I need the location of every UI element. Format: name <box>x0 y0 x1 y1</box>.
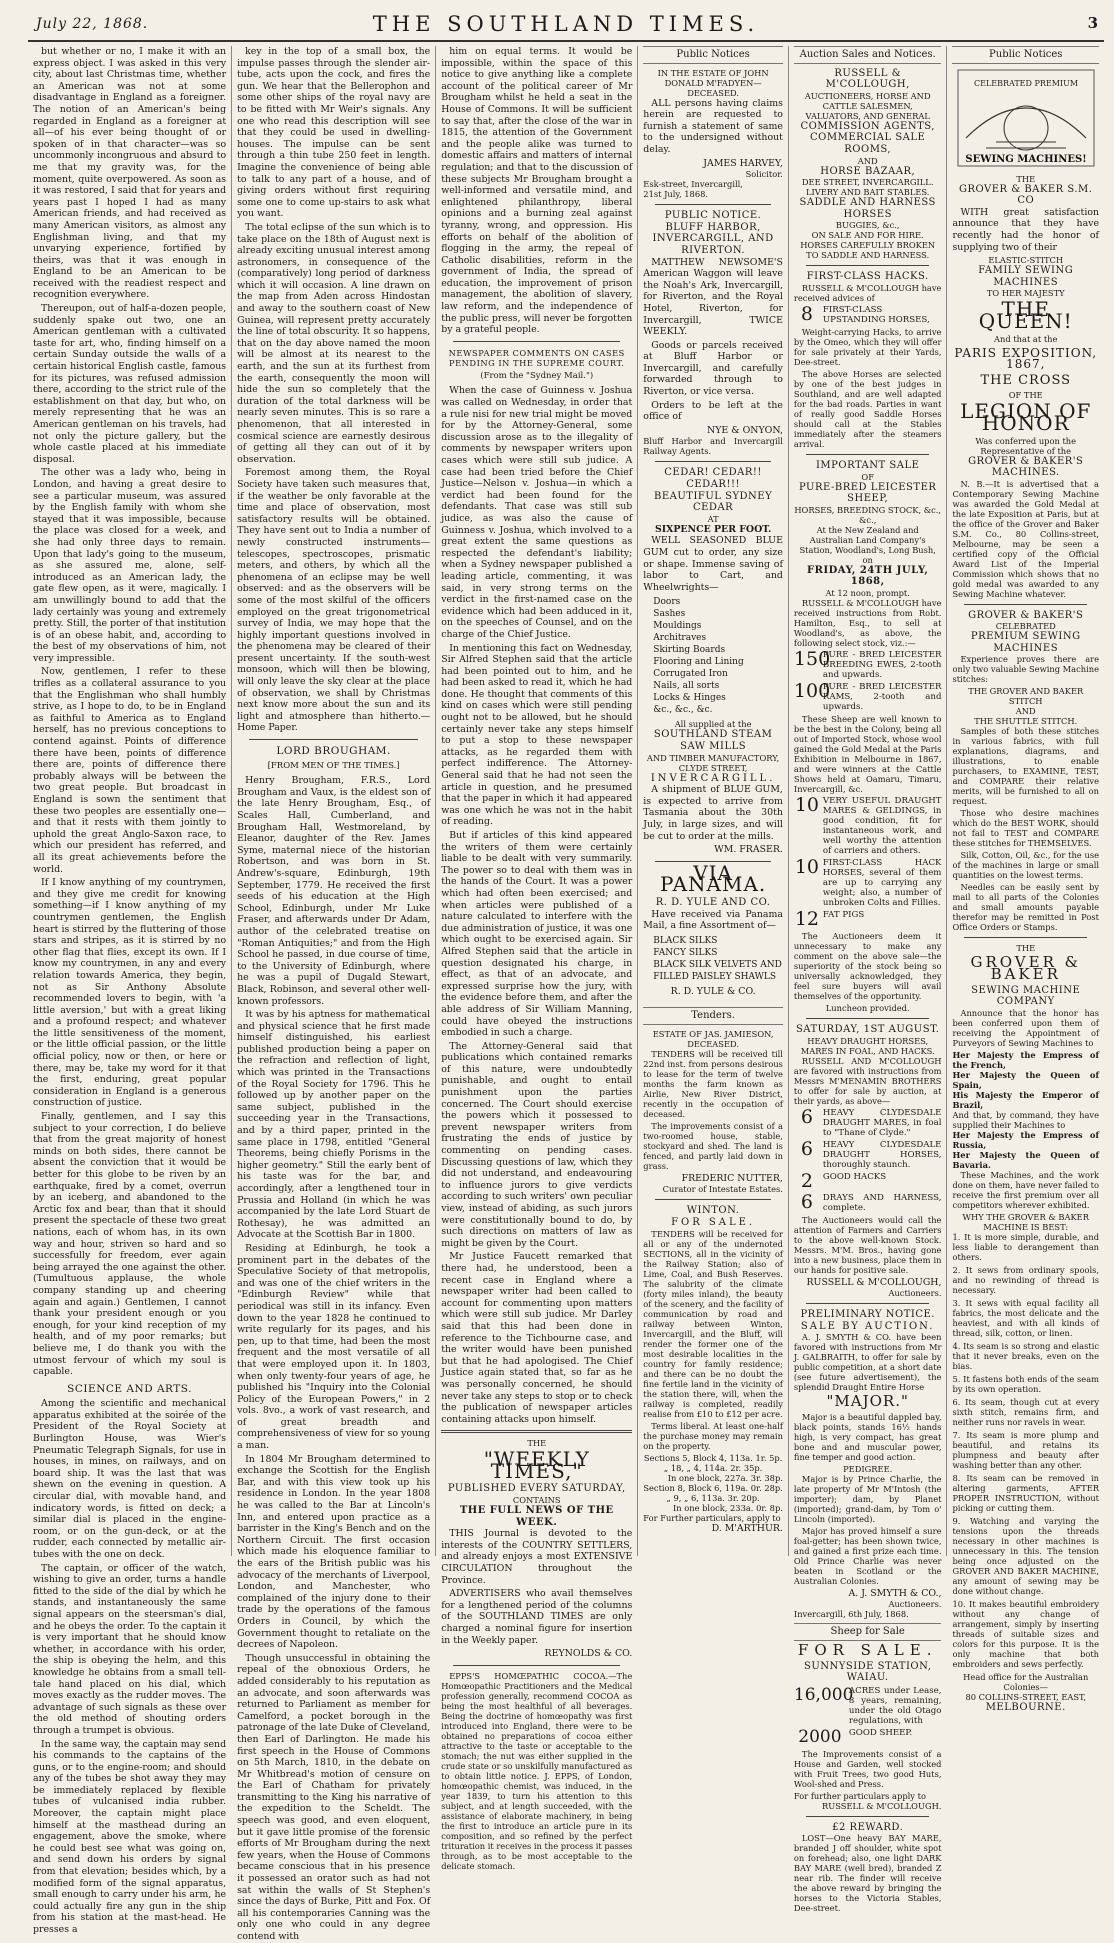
weekly-times-title: "WEEKLY TIMES," <box>483 1447 590 1483</box>
celebrated-label: CELEBRATED <box>995 621 1056 632</box>
pedigree-body: Major is by Prince Charlie, the late property of Mr M'Intosh (the importer); dam, by Planet (imported); grand-dam, by Tom o' Lincoln (imported). <box>793 1473 942 1524</box>
list-item: &c., &c., &c. <box>653 705 713 716</box>
samples: Samples of both these stitches in various fabrics, with full explanations, diagrams, and illustrations, to enable purchasers, to EXAMINE, TEST, and COMPARE their relative merits, will be furnished to all on request. <box>952 726 1100 807</box>
elastic-stitch: ELASTIC-STITCH <box>988 255 1064 266</box>
lot-entry <box>794 1190 942 1213</box>
article-paragraph: Finally, gentlemen, and I say this subject to your correction, I do believe that from the great majority of honest minds on both sides, there cannot be absent the conviction that it would be better for this globe to be riven by an earthquake, fired by a comet, overrun by an iceberg, and abandoned to the Arctic fox and bear, than that it should present the spectacle of these two great nations, each of whom has, in its own way and hour, striven so hard and so successfully for freedom, ever again being arrayed the one against the other. (Tumultuous applause, the whole company standing up and cheering again and again.) Gentlemen, I cannot thank your president enough or you enough, for your kind reception of my health, and of my poor remarks; but believe me, I do thank you with the utmost fervour of which my soul is capable. <box>33 1111 227 1378</box>
royal-line: Her Majesty the Empress of Russia, <box>952 1129 1100 1150</box>
cedar-price: SIXPENCE PER FOOT. <box>654 523 772 535</box>
legion-of-honor: LEGION OF HONOR <box>960 399 1092 435</box>
buggies: BUGGIES, &c., <box>835 220 900 231</box>
column-6 <box>947 46 1104 1713</box>
newspaper-comments-heading: NEWSPAPER COMMENTS ON CASES PENDING IN THE SUPREME COURT. <box>448 347 625 368</box>
section-line: „ 18, „ 4, 114a. 2r. 35p. <box>663 1462 763 1473</box>
article-paragraph: In the same way, the captain may send his commands to the captains of the guns, or to the engine-room; and should any of the tubes be shot away they may be immediately replaced by flexible tubes of vulcanised india rubber. Moreover, the captain might place himself at the masthead during an engagement, above the smoke, where he could best see what was going on, and send down his orders by signal from that elevation; besides which, by a modified form of the signal apparatus, small enough to carry under his arm, he could actually fire any gun in the ship from his station at the mast-head. He presses a <box>33 1738 227 1935</box>
page-number: 3 <box>1087 14 1098 32</box>
why-heading: WHY THE GROVER & BAKER MACHINE IS BEST: <box>962 1211 1089 1232</box>
list-item: FILLED PAISLEY SHAWLS <box>653 971 777 982</box>
epps-cocoa-ad: EPPS'S HOMŒPATHIC COCOA.—The Homœopathic Practitioners and the Medical profession generally, recommend COCOA as being the most healthful of all beverages. Being the doctrine of homœopathy was first introduced into England, there were to be obtained no preparations of cocoa either attractive to the taste or acceptable to the stomach; the nut was either supplied in the crude state or so unskilfully manufactured as to obtain little notice. J. EPPS, of London, homœopathic chemist, was induced, in the year 1839, to turn his attention to this subject, and at length succeeded, with the assistance of elaborate machinery, in being the first to introduce an article pure in its composition, and so refined by the perfect trituration it receives in the process it passes through, as to be most acceptable to the delicate stomach. <box>441 1670 633 1871</box>
important-sale: IMPORTANT SALE <box>815 459 920 471</box>
estate-role: Solicitor. <box>745 169 783 180</box>
sale-date: FRIDAY, 24TH JULY, 1868, <box>807 564 929 588</box>
divider <box>441 1430 632 1433</box>
office-address: 80 COLLINS-STREET, EAST, <box>965 1691 1087 1702</box>
royal-line: Her Majesty the Empress of the French, <box>952 1049 1100 1070</box>
divider <box>655 461 771 462</box>
lot-description: ACRES under Lease, 8 years, remaining, under the old Otago regulations, with <box>848 1685 942 1726</box>
divider <box>249 739 418 740</box>
luncheon: Luncheon provided. <box>825 1002 910 1013</box>
pedigree-body: Major has proved himself a sure foal-getter; has been shown twice, and gained a first prize each time. Old Prince Charlie was never beaten in Scotland or the Australian Colonies. <box>793 1525 942 1586</box>
heavy-close: The Auctioneers would call the attention of Farmers and Carriers to the above well-known Stock. Messrs. M'M. Bros., having gone into a new business, place them in our hands for positive sale. <box>793 1214 942 1275</box>
winton-signature: D. M'ARTHUR. <box>711 1522 783 1534</box>
list-item: 10. It makes beautiful embroidery without any change of arrangement, simply by inserting threads of suitable sizes and colors for this purpose. It is the only machine that both embroiders and sews perfectly. <box>952 1598 1100 1669</box>
lot-entry <box>794 855 942 908</box>
estate-title: IN THE ESTATE OF JOHN DONALD M'FADYEN—DECEASED. <box>657 67 769 98</box>
lot-number: 16,000 <box>793 1684 854 1705</box>
lot-description: GOOD SHEEP. <box>848 1727 913 1738</box>
divider <box>453 1665 620 1666</box>
section-line: Section 8, Block 6, 119a. 0r. 28p. <box>643 1482 783 1493</box>
section-line: „ 9, „ 6, 113a. 3r. 20p. <box>666 1492 760 1503</box>
sunnyside-signature: RUSSELL & M'COLLOUGH. <box>822 1800 942 1811</box>
lot-number: 150 <box>793 647 831 670</box>
winton-terms: Terms liberal. At least one-half the purchase money may remain on the property. <box>643 1420 783 1451</box>
estate-body: ALL persons having claims herein are requested to furnish a statement of same to the undersigned without delay. <box>643 97 783 155</box>
divider <box>655 1199 771 1200</box>
and-at-the: And that at the <box>994 333 1058 344</box>
list-item: Architraves <box>653 633 707 644</box>
article-paragraph: But if articles of this kind appeared the writers of them were certainly liable to be dealt with very summarily. The power so to deal with them was in the hands of the Court. It was a power which had often been exercised; and when articles were published of a nature calculated to interfere with the due administration of justice, it was one which ought to be exercised again. Sir Alfred Stephen said that the article in question designated his charge, in effect, as that of an advocate, and expressed surprise how the jury, with the evidence before them, and after the able address of Sir William Manning, could have obeyed the instructions embodied in such a charge. <box>441 830 633 1039</box>
list-item: Nails, all sorts <box>653 681 720 692</box>
auctioneers-role: Auctioneers. <box>888 1288 942 1299</box>
bluff-body: Orders to be left at the office of <box>643 399 783 423</box>
royal-line: Her Majesty the Queen of Bavaria. <box>952 1149 1100 1170</box>
winton-heading: WINTON. <box>686 1205 740 1217</box>
weekly-signature: REYNOLDS & CO. <box>544 1648 633 1660</box>
list-item: 2. It sews from ordinary spools, and no rewinding of thread is necessary. <box>952 1264 1100 1295</box>
list-item: Flooring and Lining <box>653 657 744 668</box>
sunnyside-body: The Improvements consist of a House and Garden, well stocked with Fruit Trees, two good Huts, Wool-shed and Press. <box>793 1748 942 1789</box>
lot-entry <box>794 1169 942 1192</box>
lot-number: 100 <box>793 679 831 702</box>
stitch-one: THE GROVER AND BAKER STITCH <box>968 686 1084 707</box>
list-item: 1. It is more simple, durable, and less liable to derangement than others. <box>952 1231 1100 1262</box>
list-item: 5. It fastens both ends of the seam by its own operation. <box>952 1373 1100 1394</box>
list-item: 4. Its seam is so strong and elastic that it never breaks, even on the bias. <box>952 1340 1100 1371</box>
sale-time: At 12 noon, prompt. <box>825 587 910 598</box>
lot-number: 8 <box>800 302 813 325</box>
article-paragraph: It was by his aptness for mathematical and physical science that he first made himself distinguished, his earliest published production being a paper on the refraction and reflection of light, which was printed in the Transactions of the Royal Society for 1796. This he followed up by another paper on the same subject, published in the succeeding year in the Transactions, and by a third paper, printed in the same place in 1798, entitled "General Theorems, being chiefly Porisms in the higher geometry." Still the early bent of his taste was for the bar, and accordingly, after a lengthened tour in Prussia and Holland (in which he was accompanied by the late Lord Stuart de Rothesay), he was admitted an Advocate at the Scottish Bar in 1800. <box>237 1009 431 1241</box>
bluegum-body: A shipment of BLUE GUM, is expected to arrive from Tasmania about the 30th July, in large sizes, and will be cut to order at the mills. <box>643 784 783 842</box>
livery-stables: LIVERY AND BAIT STABLES. <box>805 187 930 198</box>
lot-number: 2 <box>800 1169 813 1192</box>
lot-description: GOOD HACKS <box>822 1171 887 1182</box>
issue-date: July 22, 1868. <box>36 16 149 32</box>
public-notices-header: Public Notices <box>643 46 783 64</box>
bluff-agents: Bluff Harbor and Invercargill Railway Agents. <box>643 436 783 457</box>
lot-entry <box>794 1137 942 1170</box>
auctioneers-line: AUCTIONEERS, HORSE AND CATTLE SALESMEN, VALUATORS, AND GENERAL <box>804 90 931 121</box>
public-notices-header: Public Notices <box>952 46 1099 64</box>
lot-description: FIRST-CLASS UPSTANDING HORSES, <box>822 304 930 325</box>
grover-machines: GROVER & BAKER'S MACHINES. <box>968 455 1084 479</box>
estate-date: 21st July, 1868. <box>643 189 709 200</box>
smyth-role: Auctioneers. <box>888 1599 942 1610</box>
paris-exposition: PARIS EXPOSITION, 1867, <box>954 345 1098 372</box>
science-heading: SCIENCE AND ARTS. <box>67 1382 192 1395</box>
cedar-at: AT <box>707 513 719 524</box>
saddle-horses: SADDLE AND HARNESS HORSES <box>799 197 936 220</box>
lot-number: 10 <box>794 793 820 816</box>
lot-description: PURE - BRED LEICESTER BREEDING EWES, 2-tooth and upwards. <box>822 649 942 680</box>
pedigree-heading: PEDIGREE. <box>843 1463 893 1474</box>
jamieson-body: TENDERS will be received till 22nd inst. from persons desirous to lease for the term of twelve months the farm known as Airlie, New River District, recently in the occupation of deceased. <box>643 1048 783 1119</box>
article-paragraph: Though unsuccessful in obtaining the repeal of the obnoxious Orders, he added considerably to his reputation as an advocate, and soon afterwards was returned to Parliament as member for Camelford, a pocket borough in the patronage of the late Duke of Cleveland, then Earl of Darlington. He made his first speech in the House of Commons on 5th March, 1810, in the debate on Mr Whitbread's motion of censure on the Earl of Chatham for privately transmitting to the King his narrative of the expedition to the Scheldt. The speech was good, and even eloquent, but it gave little promise of the forensic efforts of Mr Brougham during the next few years, when the House of Commons became conscious that in his presence it possessed an orator such as had not sat within the walls of St Stephen's since the days of Burke, Pitt and Fox. Of all his contemporaries Canning was the only one who could in any degree contend with <box>237 1652 431 1942</box>
sunnyside-further: For further particulars apply to <box>793 1790 926 1801</box>
of-label: OF <box>861 471 874 482</box>
heavy-heading: HEAVY DRAUGHT HORSES, MARES IN FOAL, AND HACKS. <box>800 1035 935 1056</box>
via-panama-heading: VIA PANAMA. <box>659 860 767 897</box>
weekly-full-news: THE FULL NEWS OF THE WEEK. <box>459 1505 614 1528</box>
list-item: Doors <box>653 597 681 608</box>
divider <box>806 265 930 266</box>
emblem-top-text: CELEBRATED PREMIUM <box>973 78 1078 88</box>
columns <box>28 46 1104 1942</box>
saw-mills: SOUTHLAND STEAM SAW MILLS <box>653 729 773 752</box>
dee-street: DEE STREET, INVERCARGILL. <box>801 177 934 188</box>
station-location: At the New Zealand and Australian Land Company's Station, Woodland's, Long Bush, on <box>799 524 936 565</box>
lot-number: 10 <box>794 855 820 878</box>
lot-description: VERY USEFUL DRAUGHT MARES & GELDINGS, in good condition, fit for instantaneous work, and well worthy the attention of carriers and others. <box>822 795 942 856</box>
column-4 <box>638 46 789 1556</box>
list-item: Locks & Hinges <box>653 693 726 704</box>
bluff-body: Goods or parcels received at Bluff Harbor or Invercargill, and carefully forwarded through to Riverton, or vice versa. <box>643 339 783 398</box>
article-paragraph: Residing at Edinburgh, he took a prominent part in the debates of the Speculative Society of that metropolis, and was one of the chief writers in the "Edinburgh Review" while that periodical was still in its infancy. Even down to the year 1828 he continued to write regularly for its pages, and his pen, up to that time, had been the most frequent and the most versatile of all that were employed upon it. In 1803, when only twenty-four years of age, he published his "Inquiry into the Colonial Policy of the European Powers," in 2 vols. 8vo., a work of vast research, and of great breadth and comprehensiveness of view for so young a man. <box>237 1242 431 1452</box>
lot-entry <box>794 907 942 930</box>
list-item: Skirting Boards <box>653 645 726 656</box>
company-sub: SEWING MACHINE COMPANY <box>971 984 1081 1008</box>
lot-number: 6 <box>800 1190 813 1213</box>
hacks-body: Weight-carrying Hacks, to arrive by the Omeo, which they will offer for sale privately at their Yards, Dee-street. <box>793 326 942 367</box>
article-paragraph: Mr Justice Faucett remarked that there had, he understood, been a recent case in England where a newspaper writer had been called to account for commenting upon matters which were still sub judice. Mr Darley said that this had been done in reference to the Tichbourne case, and the writer would have been punished but that he had apologised. The Chief Justice again stated that, so far as he was personally concerned, he should never take any steps to stop or to check the publication of newspaper articles containing attacks upon himself. <box>441 1251 633 1425</box>
stitch-two: THE SHUTTLE STITCH. <box>974 716 1078 727</box>
jamieson-role: Curator of Intestate Estates. <box>662 1184 783 1195</box>
lot-description: HEAVY CLYDESDALE DRAUGHT HORSES, thoroughly staunch. <box>822 1139 942 1170</box>
article-paragraph: The other was a lady who, being in London, and having a great desire to see a particular museum, was assured by the English family with whom she stayed that it was impossible, because the place was closed for a week, and she had only three days to remain. Upon that lady's going to the museum, as she assured me, alone, self-introduced as an American lady, the gate flew open, as it were, magically. I am unwillingly bound to add that the lady certainly was young and extremely pretty. Still, the porter of that institution is of an obese habit, and, according to the best of my observations of him, not very impressible. <box>33 467 227 664</box>
section-line: Sections 5, Block 4, 113a. 1r. 5p. <box>643 1452 783 1463</box>
and-label: AND <box>1015 706 1036 717</box>
sheep-body: These Sheep are well known to be the best in the Colony, being all out of Imported Stock, whose wool gained the Gold Medal at the Paris Exhibition in Melbourne in 1867, and were winners at the Cattle Shows held at Oamaru, Timaru, Invercargill, &c. <box>793 713 942 794</box>
section-line: In one block, 233a. 0r. 8p. <box>672 1502 783 1513</box>
column-2 <box>232 46 436 1942</box>
hacks-heading: FIRST-CLASS HACKS. <box>806 271 929 283</box>
office-city: MELBOURNE. <box>985 1701 1066 1713</box>
lot-entry <box>794 1105 942 1138</box>
cedar-items <box>653 596 783 716</box>
list-item: 8. Its seam can be removed in altering garments, AFTER PROPER INSTRUCTION, without picking or cutting them. <box>952 1472 1100 1513</box>
horses-stock: HORSES, BREEDING STOCK, &c., &c., <box>794 504 942 525</box>
estate-address: Esk-street, Invercargill, <box>643 179 743 190</box>
sewing-machines-emblem-icon <box>956 68 1096 168</box>
of-the: OF THE <box>1008 390 1043 401</box>
column-5 <box>789 46 948 1914</box>
weekly-body: ADVERTISERS who avail themselves for a lengthened period of the columns of the SOUTHLAND TIMES are only charged a nominal figure for insertion in the Weekly paper. <box>441 1588 633 1646</box>
lot-number: 6 <box>800 1137 813 1160</box>
article-paragraph: Foremost among them, the Royal Society have taken such measures that, if the weather be only favorable at the time and place of observation, most satisfactory results will be obtained. They have sent out to India a number of newly constructed instruments—telescopes, spectroscopes, prismatic meters, and others, by which all the phenomena of an eclipse may be well observed: and as the observers will be some of the most skilful of the officers employed on the great trigonometrical survey of India, we may hope that the highly important questions involved in the phenomena may be cleared of their present uncertainty. If the south-west monsoon, which will then be blowing, will only leave the sky clear at the place of observation, we shall by Christmas next know more about the sun and its light and atmosphere than hitherto.—Home Paper. <box>237 467 431 734</box>
preliminary-notice: PRELIMINARY NOTICE. <box>800 1309 935 1321</box>
article-paragraph: In mentioning this fact on Wednesday, Sir Alfred Stephen said that the article had been pointed out to him, and he had been asked to read it, which he had done. He thought that comments of this kind on cases which were still pending ought not to be allowed, but he should certainly never take any steps himself to put a stop to these newspaper attacks, as he regarded them with perfect indifference. The Attorney-General said that he had not seen the article in question, and he presumed that the paper in which it had appeared was one which he was not in the habit of reading. <box>441 642 633 828</box>
divider <box>655 204 771 205</box>
article-paragraph: The captain, or officer of the watch, wishing to give an order, turns a handle fitted to the side of the dial by which he stands, and instantaneously the same signal appears on the steersman's dial, and he obeys the order. To the captain it is very important that he should know whether, in accordance with his order, the ship is obeying the helm, and this knowledge he obtains from a small tell-tale hand placed on his dial, which moves exactly as the rudder moves. The advantage of such signals as these over the old method of shouting orders through a trumpet is obvious. <box>33 1562 227 1736</box>
jamieson-signature: FREDERIC NUTTER, <box>681 1172 783 1184</box>
cedar-title: BEAUTIFUL SYDNEY CEDAR <box>653 490 773 514</box>
divider <box>806 1816 930 1817</box>
article-paragraph: If I know anything of my countrymen, and they give me credit for knowing something—if I know anything of my countrymen gentlemen, the English heart is stirred by the fluttering of those stars and stripes, as it is stirred by no other flag that flies, except its own. If I know my countrymen, in any and every relation towards America, they begin, not as Sir Anthony Absolute recommended lovers to begin, with 'a little aversion,' but with a great liking and a profound respect; and whatever the little sensitiveness of the moment, or the little official passion, or the little official policy, now or then, or here or there, may be, take my word for it that the first, enduring, great popular consideration in England is a generous construction of justice. <box>33 877 227 1109</box>
clyde-street: CLYDE STREET, <box>678 762 748 773</box>
article-paragraph: Among the scientific and mechanical apparatus exhibited at the soirée of the President of the Royal Society at Burlington House, was Wier's Pneumatic Telegraph Signals, for use in houses, in mines, on railways, and on board ship. It was the last that was shewn on the evening in question. A circular dial, with movable hand, and indicatory words, is fitted on deck; a similar dial is placed in the engine-room, or on the gun-deck, or at the rudder, each connected by metallic air-tubes with the one on deck. <box>33 1398 227 1560</box>
weekly-contains: CONTAINS <box>512 1495 561 1506</box>
the-cross: THE CROSS <box>980 372 1072 388</box>
russell-title: RUSSELL & M'COLLOUGH, <box>825 67 910 91</box>
list-item: 7. Its seam is more plump and beautiful, and retains its plumpness and beauty after washing better than any other. <box>952 1429 1100 1470</box>
head-office: Head office for the Australian Colonies— <box>963 1671 1089 1692</box>
grover-announce: WITH great satisfaction announce that they have recently had the honor of supplying two of their <box>952 206 1100 253</box>
list-item: FANCY SILKS <box>653 947 718 958</box>
company-title: GROVER & BAKER <box>970 953 1081 984</box>
reward-heading: £2 REWARD. <box>832 1821 904 1833</box>
leicester-sheep: PURE-BRED LEICESTER SHEEP, <box>798 481 937 505</box>
smyth-signature: A. J. SMYTH & CO., <box>848 1587 942 1599</box>
lot-number: 12 <box>794 907 820 930</box>
cedar-supplied: All supplied at the <box>674 719 752 730</box>
list-item: Corrugated Iron <box>653 669 728 680</box>
divider <box>806 1018 930 1019</box>
bluff-signature: NYE & ONYON, <box>707 424 783 436</box>
list-item: Sashes <box>653 609 686 620</box>
hacks-body: The above Horses are selected by one of the best judges in Southland, and are well adapted for the bad roads. Parties in want of really good Saddle Horses should call at the Stables immediately after the steamers arrival. <box>793 368 942 449</box>
the-label: THE <box>1016 943 1036 954</box>
on-sale-hire: ON SALE AND FOR HIRE. <box>811 230 924 241</box>
smyth-date: Invercargill, 6th July, 1868. <box>793 1609 909 1620</box>
weekly-body: THIS Journal is devoted to the interests of the COUNTRY SETTLERS, and already enjoys a most EXTENSIVE CIRCULATION throughout the Province. <box>441 1528 633 1586</box>
invercargill-label: INVERCARGILL. <box>650 772 776 784</box>
silk: Silk, Cotton, Oil, &c., for the use of the machines in large or small quantities on the lowest terms. <box>952 850 1100 881</box>
russell-signature: RUSSELL & M'COLLOUGH, <box>806 1276 942 1288</box>
article-paragraph: The Attorney-General said that publications which contained remarks of this nature, were undoubtedly punishable, and ought to entail punishment upon the parties concerned. The Court should exercise the powers which it possessed to prevent newspaper writers from frustrating the ends of justice by commenting on pending cases. Discussing questions of law, which they did not understand, and endeavouring to influence jurors to give verdicts according to such writers' own peculiar view, instead of abiding, as such jurors were constitutionally bound to do, by such directions on matters of law as might be given by the Court. <box>441 1040 633 1249</box>
divider <box>806 454 930 455</box>
nb-notice: N. B.—It is advertised that a Contemporary Sewing Machine was awarded the Gold Medal at the late Exposition at Paris, but at the office of the Grover and Baker S.M. Co., 80 Collins-street, Melbourne, may be seen a certified copy of the Official Award List of the Imperial Commission which shows that no gold medal was awarded to any Sewing Machine whatever. <box>952 478 1100 599</box>
commercial-sale-rooms: COMMERCIAL SALE ROOMS, <box>810 132 926 155</box>
for-sale-heading: FOR SALE. <box>797 1641 938 1660</box>
lot-entry <box>793 647 942 680</box>
winton-body: TENDERS will be received for all or any of the undernoted SECTIONS, all in the vicinity of the Railway Station; also of Lime, Coal, and Bush Reserves. The salubrity of the climate (forty miles inland), the beauty of the scenery, and the facility of communication by road and railway between Winton, Invercargill, and the Bluff, will render the former one of the most desirable localities in the country for family residence; and there can be no doubt the fine fertile land in the vicinity of the station there, will, when the railway is completed, readily realise from £10 to £12 per acre. <box>643 1228 783 1419</box>
lot-description: PURE - BRED LEICESTER RAMS, 2-tooth and upwards. <box>822 681 942 712</box>
newspaper-comments-source: (From the "Sydney Mail.") <box>480 370 594 381</box>
bluff-title: BLUFF HARBOR, INVERCARGILL, AND RIVERTON. <box>652 221 774 256</box>
lot-entry <box>794 1686 942 1726</box>
divider <box>964 604 1087 605</box>
list-item: Mouldings <box>653 621 702 632</box>
column-1 <box>28 46 232 1935</box>
article-paragraph: In 1804 Mr Brougham determined to exchange the Scottish for the English Bar, and with this view took up his residence in London. In the year 1808 he was called to the Bar at Lincoln's Inn, and entered upon practice as a barrister in the King's Bench and on the Northern Circuit. The first occasion which made his eloquence familiar to the ears of the British public was his advocacy of the merchants of Liverpool, London, and Manchester, who complained of the injury done to their trade by the operations of the famous Orders in Council, by which the Government thought to retaliate on the decrees of Napoleon. <box>237 1453 431 1651</box>
instructions-body: RUSSELL & M'COLLOUGH have received instructions from Robt. Hamilton, Esq., to sell at Woodland's, as above, the following select stock, viz.:— <box>793 597 942 648</box>
lot-description: HEAVY CLYDESDALE DRAUGHT MARES, in foal to "Thane of Clyde." <box>822 1107 942 1138</box>
masthead <box>28 10 1104 42</box>
article-paragraph: The total eclipse of the sun which is to take place on the 18th of August next is already exciting unusual interest among astronomers, in consequence of the (comparatively) long period of darkness which it will occasion. A line drawn on the map from Aden across Hindostan and away to the southern coast of New Guinea, will represent pretty accurately the line of total obscurity. It so happens, that on the day above named the moon will be almost at its nearest to the earth, and the sun at its furthest from the earth, consequently the moon will hide the sun so completely that the duration of the total darkness will be nearly seven minutes. This is so rare a phenomenon, that all interested in cosmical science are earnestly desirous of getting all they can out of it by observation. <box>237 221 431 465</box>
newspaper-title: THE SOUTHLAND TIMES. <box>372 12 760 36</box>
sheep-close: The Auctioneers deem it unnecessary to make any comment on the above sale—the superiority of the stock being so universally acknowledged, they feel sure buyers will avail themselves of the opportunity. <box>793 930 942 1001</box>
lot-entry <box>794 302 942 325</box>
announce-two: Announce that the honor has been conferred upon them of receiving the Appointment of Purveyors of Sewing Machines to <box>952 1007 1100 1048</box>
cedar-banner: CEDAR! CEDAR!! CEDAR!!! <box>664 467 762 491</box>
list-item: BLACK SILK VELVETS AND <box>653 959 782 970</box>
article-paragraph: Henry Brougham, F.R.S., Lord Brougham and Vaux, is the eldest son of the late Henry Brougham, Esq., of Scales Hall, Cumberland, and Brougham Hall, Westmoreland, by Eleanor, daughter of the Rev. James Syme, maternal niece of the historian Robertson, and was born in St. Andrew's-square, Edinburgh, 19th September, 1779. He received the first seeds of his education at the High School, Edinburgh, under Mr Luke Fraser, and afterwards under Dr Adam, author of the celebrated treatise on "Roman Antiquities;" and from the High School he passed, in due course of time, to the University of Edinburgh, where he was a pupil of Dugald Stewart, Black, Robinson, and several other well-known professors. <box>237 775 431 1007</box>
article-paragraph: but whether or no, I make it with an express object. I was asked in this very city, about last Christmas time, whether an American was not at some disadvantage in England as a foreigner. The notion of an American's being regarded in England as a foreigner at all—of his ever being thought of or spoken of in that character—was so uncommonly incongruous and absurd to me that my gravity was, for the moment, quite overpowered. As soon as it was restored, I said that for years and years past I hoped I had as many American friends, and had received as many American visitors, as almost any Englishman living, and that my unvarying experience, fortified by theirs, was that it was enough in England to be an American to be received with the readiest respect and recognition everywhere. <box>33 46 227 301</box>
family-machines: FAMILY SEWING MACHINES <box>978 265 1074 288</box>
weekly-the: THE <box>527 1438 547 1449</box>
sale-by-auction: SALE BY AUCTION. <box>800 1320 935 1332</box>
those: Those who desire machines which do the BEST WORK, should not fail to TEST and COMPARE these stitches for THEMSELVES. <box>952 808 1100 849</box>
bluff-body: MATTHEW NEWSOME'S American Waggon will leave the Noah's Ark, Invercargill, for Riverton, and the Royal Hotel, Riverton, for Invercargill, TWICE WEEKLY. <box>643 256 783 338</box>
list-item: BLACK SILKS <box>653 935 718 946</box>
sunnyside-title: SUNNYSIDE STATION, WAIAU. <box>803 1660 932 1684</box>
sheep-for-sale-header: Sheep for Sale <box>794 1623 942 1641</box>
brougham-source: [FROM MEN OF THE TIMES.] <box>267 760 400 771</box>
premium-machines: PREMIUM SEWING MACHINES <box>970 631 1081 654</box>
yule-body: Have received via Panama Mail, a fine Assortment of— <box>643 908 783 932</box>
to-her-majesty: TO HER MAJESTY <box>986 288 1065 299</box>
divider <box>964 937 1087 938</box>
lot-number: 2000 <box>798 1726 842 1747</box>
royal-line: Her Majesty the Queen of Spain, <box>952 1069 1100 1090</box>
lot-description: FAT PIGS <box>822 909 865 920</box>
reasons-list <box>952 1232 1099 1669</box>
royal-line: His Majesty the Emperor of Brazil, <box>952 1089 1100 1110</box>
divider <box>806 1303 930 1304</box>
conferred: Was conferred upon the Representative of the <box>975 435 1077 456</box>
divider <box>453 341 620 342</box>
tenders-header: Tenders. <box>643 1007 783 1025</box>
article-paragraph: Now, gentlemen, I refer to these trifles as a collateral assurance to you that the Englishman who shall humbly strive, as I hope to do, to be in England as faithful to America as to England herself, has no previous conceptions to contend against. Points of difference there have been, points of difference there are, points of difference there probably always will be between the two great people. But broadcast in England is sown the sentiment that these two peoples are essentially one—and that it rests with them jointly to uphold the great Anglo-Saxon race, to which our president has referred, and all its great achievements before the world. <box>33 666 227 875</box>
commission-agents: COMMISSION AGENTS, <box>800 120 935 132</box>
yule-items <box>653 935 783 983</box>
major-title: "MAJOR." <box>826 1392 909 1411</box>
lot-entry <box>794 793 942 856</box>
and-that: And that, by command, they have supplied their Machines to <box>952 1109 1100 1130</box>
horse-bazaar: HORSE BAZAAR, <box>820 165 916 177</box>
and-label: AND <box>857 155 878 166</box>
estate-signature: JAMES HARVEY, <box>703 157 783 169</box>
article-paragraph: him on equal terms. It would be impossible, within the space of this notice to give anything like a complete account of the political career of Mr Brougham whilst he held a seat in the House of Commons. It will be sufficient to say that, after the close of the war in 1815, the attention of the Government and the people alike was turned to domestic affairs and matters of internal regulation; and that to the discussion of these subjects Mr Brougham brought a well-informed and versatile mind, and enlightened philanthropy, liberal opinions and a burning zeal against tyranny, wrong, and oppression. His efforts on behalf of the abolition of flogging in the army, the repeal of Catholic disabilities, reform in the government of India, the spread of education, the improvement of prison management, the abolition of slavery, law reform, and the independence of the public press, will never be forgotten by a grateful people. <box>441 46 633 336</box>
lot-entry <box>793 679 942 712</box>
weekly-published: PUBLISHED EVERY SATURDAY, <box>447 1483 626 1495</box>
hacks-intro: RUSSELL & M'COLLOUGH have received advices of <box>793 282 942 303</box>
the-label: THE <box>1016 173 1036 184</box>
auction-sales-header: Auction Sales and Notices. <box>794 46 942 64</box>
lot-entry <box>794 1728 942 1747</box>
article-paragraph: Thereupon, out of half-a-dozen people, suddenly spake out two, one an American gentleman with a cultivated taste for art, who, finding himself on a certain Sunday outside the walls of a certain historical English castle, famous for its pictures, was refused admission there, according to the strict rule of the establishment on that day, but who, on merely representing that he was an American gentleman on his travels, had not only the picture gallery, but the whole castle placed at his immediate disposal. <box>33 303 227 465</box>
grover-company: GROVER & BAKER S.M. CO <box>958 183 1093 207</box>
lot-description: FIRST-CLASS HACK HORSES, several of them are up to carrying any weight; also, a number of unbroken Colts and Fillies. <box>822 857 942 908</box>
winton-for-sale: FOR SALE. <box>671 1217 756 1229</box>
lot-number: 6 <box>800 1105 813 1128</box>
jamieson-body: The improvements consist of a two-roomed house, stable, stockyard and shed. The land is fenced, and partly laid down in grass. <box>643 1120 783 1171</box>
these-machines: These Machines, and the work done on them, have never failed to receive the first premium over all competitors wherever exhibited. <box>952 1169 1100 1210</box>
lost-body: LOST—One heavy BAY MARE, branded J off shoulder, white spot on forehead; also, one light DARK BAY MARE (well bred), branded Z near rib. The finder will receive the above reward by bringing the horses to the Victoria Stables, Dee-street. <box>793 1833 942 1914</box>
timber-manufactory: AND TIMBER MANUFACTORY, <box>646 752 780 763</box>
list-item: 6. Its seam, though cut at every sixth stitch, remains firm, and neither runs nor ravels in wear. <box>952 1396 1100 1427</box>
lot-description: DRAYS AND HARNESS, complete. <box>822 1192 942 1213</box>
major-body: Major is a beautiful dappled bay, black points, stands 16½ hands high, is very compact, has great bone and and muscular power, fine temper and good action. <box>793 1411 942 1462</box>
winton-further: For Further particulars, apply to <box>643 1512 781 1523</box>
column-3 <box>436 46 638 1871</box>
cedar-body: WELL SEASONED BLUE GUM cut to order, any size or shape. Immense saving of labor to Cart, and Wheelwrights— <box>643 535 783 593</box>
smyth-body: A. J. SMYTH & CO. have been favored with instructions from Mr J. GALBRAITH, to offer for sale by public competition, at a short date (see future advertisement), the splendid Draught Entire Horse <box>793 1332 942 1393</box>
public-notice-heading: PUBLIC NOTICE. <box>664 210 762 222</box>
needles: Needles can be easily sent by mail to all parts of the Colonies and small amounts payable therefor may be remitted in Post Office Orders or Stamps. <box>952 882 1100 933</box>
heavy-body: RUSSELL AND M'COLLOUGH are favored with instructions from Messrs M'MENAMIN BROTHERS to offer for sale by auction, at their yards, as above— <box>793 1055 942 1106</box>
the-queen: THE QUEEN! <box>978 297 1073 333</box>
saturday-heading: SATURDAY, 1ST AUGUST. <box>795 1023 940 1035</box>
fraser-signature: WM. FRASER. <box>714 844 783 856</box>
yule-signature: R. D. YULE & CO. <box>670 985 756 997</box>
brougham-heading: LORD BROUGHAM. <box>276 745 391 758</box>
jamieson-title: ESTATE OF JAS. JAMIESON, DECEASED. <box>652 1028 774 1049</box>
horses-broken: HORSES CAREFULLY BROKEN TO SADDLE AND HARNESS. <box>800 240 936 261</box>
section-line: In one block, 227a. 3r. 38p. <box>667 1472 783 1483</box>
list-item: 9. Watching and varying the tensions upon the threads necessary in other machines is unnecessary in this. The tension being once adjusted on the GROVER AND BAKER MACHINE, any amount of sewing may be done without change. <box>952 1515 1100 1596</box>
yule-title: R. D. YULE AND CO. <box>655 896 771 908</box>
article-paragraph: key in the top of a small box, the impulse passes through the slender air-tube, acts upon the cock, and fires the gun. We hear that the Bellerophon and some other ships of the royal navy are to be fitted with Mr Weir's signals. Any one who read this description will see that they could be used in dwelling-houses. The impulse can be sent through a thin tube 250 feet in length. Imagine the convenience of being able to talk to any part of a house, and of giving orders without first requiring some one to come up-stairs to ask what you want. <box>237 46 431 220</box>
emblem-main-text: SEWING MACHINES! <box>965 153 1087 165</box>
list-item: 3. It sews with equal facility all fabrics, the most delicate and the heaviest, and with all kinds of thread, silk, cotton, or linen. <box>952 1297 1100 1338</box>
experience: Experience proves there are only two valuable Sewing Machine stitches: <box>952 654 1100 685</box>
grover-bakers: GROVER & BAKER'S <box>968 609 1084 621</box>
article-paragraph: When the case of Guinness v. Joshua was called on Wednesday, in order that a rule nisi for new trial might be moved for by the Attorney-General, some discussion arose as to the illegality of comments by newspaper writers upon cases which were still sub judice. A case had been tried before the Chief Justice—Nelson v. Joshua—in which a verdict had been found for the defendants. That case was still sub judice, as was also the cause of Guinness v. Joshua, which involved to a great extent the same questions as respected the defendant's liability; when a Sydney newspaper published a leading article, commenting, it was said, in very strong terms on the verdict in the first-named case on the evidence which had been adduced in it, on the speeches of Counsel, and on the charge of the Chief Justice. <box>441 385 633 640</box>
